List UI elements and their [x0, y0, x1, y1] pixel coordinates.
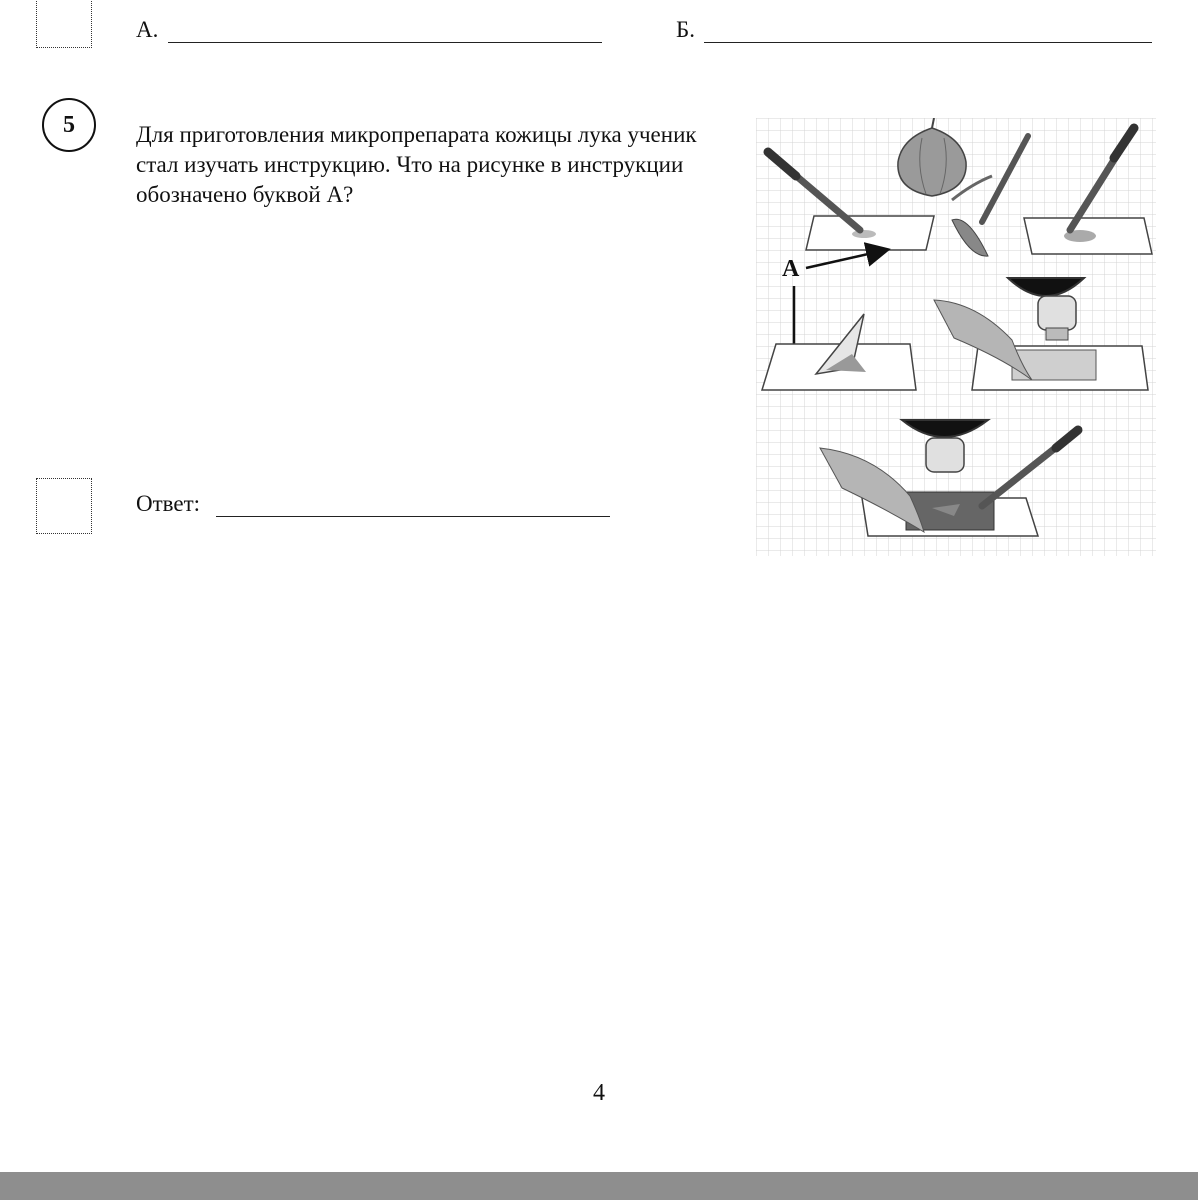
answer-line[interactable] [216, 516, 610, 517]
answer-label: Ответ: [136, 491, 201, 516]
blank-a-label: А. [136, 17, 159, 42]
blank-b-line[interactable] [704, 42, 1152, 43]
page-number: 4 [593, 1080, 605, 1106]
blank-b-label: Б. [676, 17, 695, 42]
footer-bar [0, 1172, 1198, 1200]
instruction-illustration [756, 118, 1156, 556]
marker-label-a: А [782, 256, 800, 282]
question-number: 5 [63, 111, 75, 138]
question-text: Для приготовления микропрепарата кожицы лука ученик стал изучать инструкцию. Что на рисунке в инструкции обозначено буквой А? [136, 122, 697, 207]
score-box-top [36, 0, 92, 48]
onion-slide-instruction-figure [756, 118, 1156, 556]
score-box-answer [36, 478, 92, 534]
blank-a-line[interactable] [168, 42, 602, 43]
question-number-badge [42, 98, 96, 152]
